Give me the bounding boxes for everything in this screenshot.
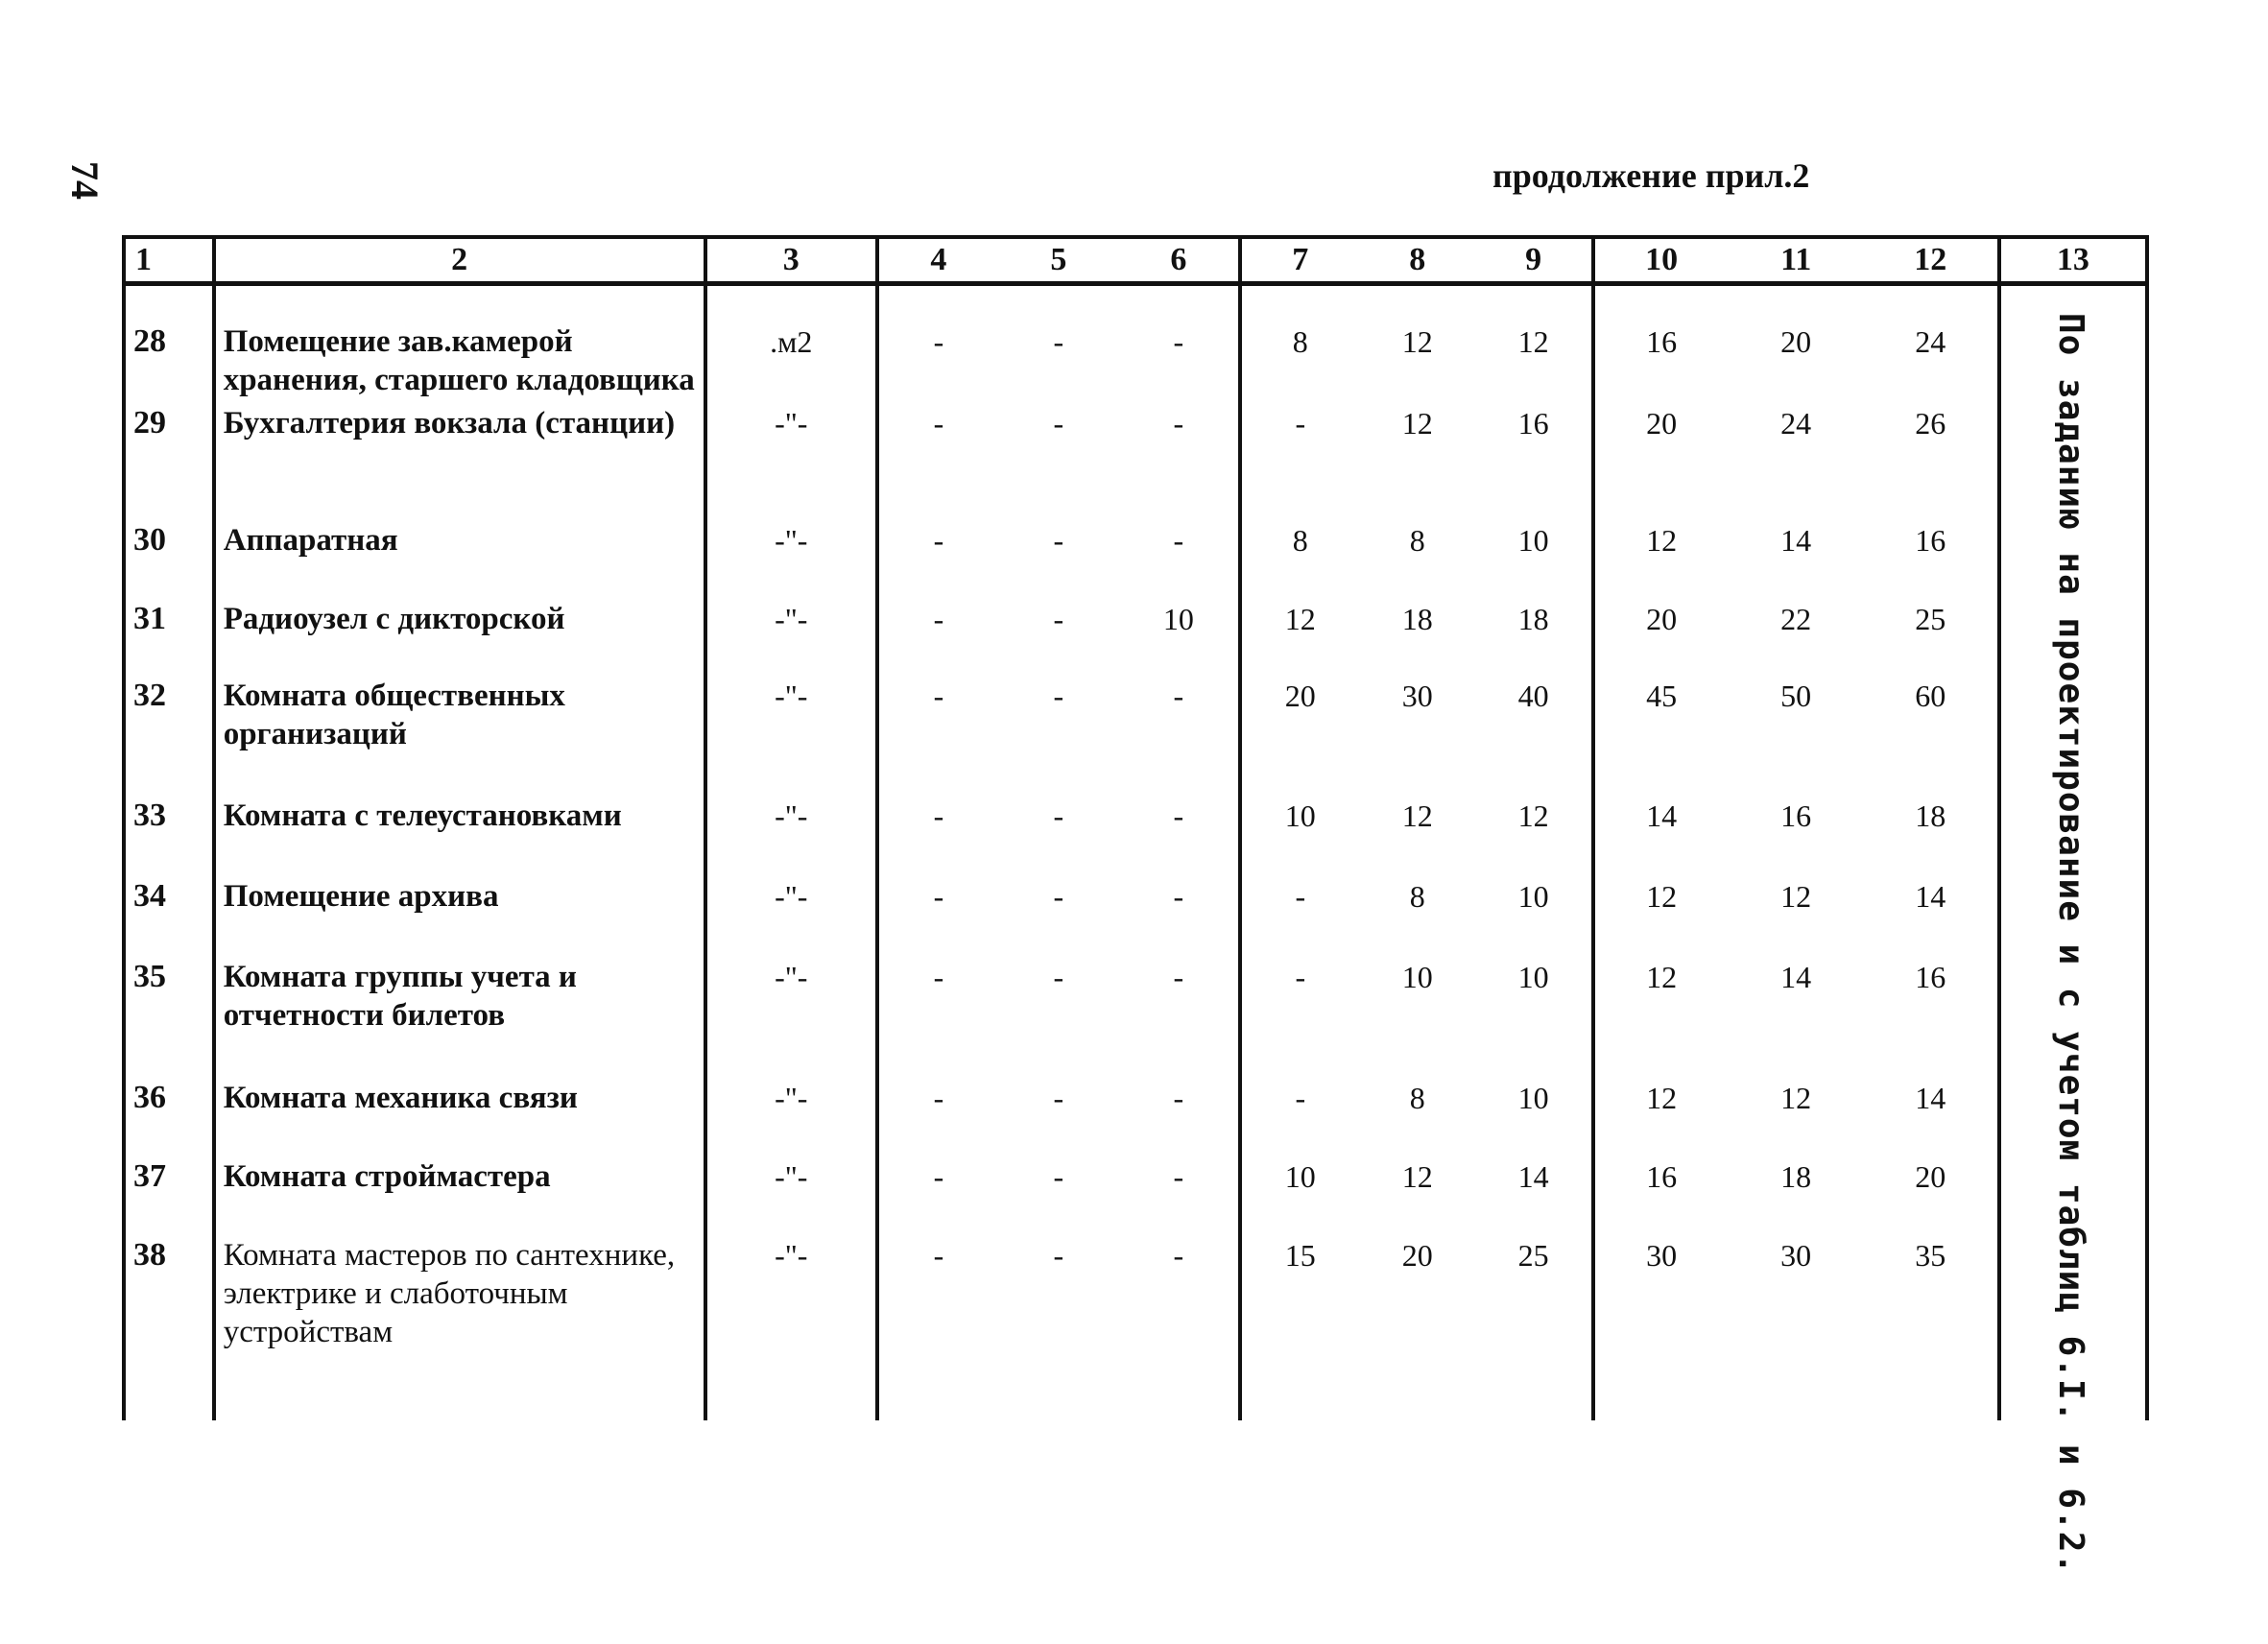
col-header-4: 4 xyxy=(877,237,998,284)
row-number: 32 xyxy=(124,677,214,797)
value-cell: 18 xyxy=(1780,1158,1812,1194)
data-table-container xyxy=(122,235,2149,1576)
row-number: 35 xyxy=(124,958,214,1079)
unit-cell: -"- xyxy=(705,1157,877,1236)
value-cell: 16 xyxy=(1864,521,1999,600)
value-cell: 8 xyxy=(1409,878,1425,914)
value-cell: - xyxy=(1053,959,1064,994)
value-cell: 24 xyxy=(1780,405,1812,441)
value-cell: - xyxy=(877,677,998,797)
value-cell: 16 xyxy=(1593,284,1729,404)
room-name: Помещение архива xyxy=(214,877,705,958)
value-cell: 25 xyxy=(1476,1236,1593,1420)
value-cell: - xyxy=(877,958,998,1079)
unit-cell: -"- xyxy=(705,1236,877,1420)
table-row xyxy=(124,521,2147,600)
value-cell: - xyxy=(1240,877,1359,958)
value-cell: - xyxy=(1053,878,1064,914)
value-cell: - xyxy=(877,1157,998,1236)
value-cell: 8 xyxy=(1240,284,1359,404)
unit-cell: -"- xyxy=(705,797,877,877)
room-name: Комната с телеустановками xyxy=(214,797,705,877)
value-cell: 26 xyxy=(1864,404,1999,521)
value-cell: 16 xyxy=(1780,798,1812,833)
value-cell: - xyxy=(1119,284,1240,404)
value-cell: 12 xyxy=(1780,878,1812,914)
value-cell: 10 xyxy=(1240,797,1359,877)
col-header-13: 13 xyxy=(1999,237,2147,284)
value-cell: 12 xyxy=(1401,324,1433,359)
row-number: 31 xyxy=(124,600,214,677)
row-number: 34 xyxy=(124,877,214,958)
row-number: 29 xyxy=(124,404,214,521)
col-header-12: 12 xyxy=(1864,237,1999,284)
value-cell: 20 xyxy=(1593,600,1729,677)
value-cell: 14 xyxy=(1476,1157,1593,1236)
value-cell: - xyxy=(1119,1157,1240,1236)
value-cell: 12 xyxy=(1476,284,1593,404)
table-row xyxy=(124,1079,2147,1157)
page-number: 74 xyxy=(63,161,107,200)
value-cell: - xyxy=(1119,1236,1240,1420)
value-cell: - xyxy=(1119,958,1240,1079)
value-cell: 30 xyxy=(1593,1236,1729,1420)
table-row xyxy=(124,958,2147,1079)
value-cell: - xyxy=(1053,324,1064,359)
value-cell: 20 xyxy=(1593,404,1729,521)
value-cell: 10 xyxy=(1476,521,1593,600)
value-cell: - xyxy=(877,877,998,958)
room-name: Комната строймастера xyxy=(214,1157,705,1236)
value-cell: 20 xyxy=(1780,324,1812,359)
value-cell: 10 xyxy=(1476,958,1593,1079)
col-header-2: 2 xyxy=(214,237,705,284)
value-cell: 12 xyxy=(1780,1080,1812,1115)
col-header-3: 3 xyxy=(705,237,877,284)
room-name: Помещение зав.камерой хранения, старшего кладовщика xyxy=(214,284,705,404)
unit-cell: -"- xyxy=(705,404,877,521)
value-cell: 10 xyxy=(1119,600,1240,677)
value-cell: 14 xyxy=(1864,1079,1999,1157)
room-name: Комната мастеров по сантехнике, электрике и слаботочным устройствам xyxy=(214,1236,705,1420)
row-number: 38 xyxy=(124,1236,214,1420)
note-cell xyxy=(1999,284,2147,1576)
value-cell: - xyxy=(1240,404,1359,521)
value-cell: - xyxy=(1240,1079,1359,1157)
room-name: Комната механика связи xyxy=(214,1079,705,1157)
value-cell: - xyxy=(877,284,998,404)
value-cell: 10 xyxy=(1476,877,1593,958)
room-name: Аппаратная xyxy=(214,521,705,600)
value-cell: - xyxy=(1053,522,1064,558)
value-cell: 8 xyxy=(1409,522,1425,558)
table-row xyxy=(124,677,2147,797)
col-header-9: 9 xyxy=(1476,237,1593,284)
room-name: Радиоузел с дикторской xyxy=(214,600,705,677)
col-header-11: 11 xyxy=(1729,237,1864,284)
value-cell: - xyxy=(877,521,998,600)
value-cell: - xyxy=(1119,1079,1240,1157)
col-header-7: 7 xyxy=(1240,237,1359,284)
value-cell: 16 xyxy=(1476,404,1593,521)
value-cell: 30 xyxy=(1780,1237,1812,1273)
value-cell: 12 xyxy=(1476,797,1593,877)
value-cell: - xyxy=(1119,521,1240,600)
value-cell: 12 xyxy=(1401,1158,1433,1194)
value-cell: 12 xyxy=(1593,1079,1729,1157)
value-cell: 8 xyxy=(1409,1080,1425,1115)
value-cell: 8 xyxy=(1240,521,1359,600)
note-text: По заданию на проектирование и с учетом таблиц 6.I. и 6.2. xyxy=(2050,313,2090,1576)
value-cell: 60 xyxy=(1864,677,1999,797)
row-number: 33 xyxy=(124,797,214,877)
value-cell: 18 xyxy=(1401,601,1433,636)
table-row xyxy=(124,404,2147,521)
value-cell: 12 xyxy=(1240,600,1359,677)
value-cell: - xyxy=(1053,405,1064,441)
value-cell: - xyxy=(1119,404,1240,521)
table-row xyxy=(124,600,2147,677)
value-cell: - xyxy=(1119,677,1240,797)
row-number: 28 xyxy=(124,284,214,404)
value-cell: - xyxy=(877,1079,998,1157)
value-cell: - xyxy=(1119,877,1240,958)
col-header-10: 10 xyxy=(1593,237,1729,284)
value-cell: 20 xyxy=(1240,677,1359,797)
table-row xyxy=(124,1157,2147,1236)
value-cell: - xyxy=(877,1236,998,1420)
unit-cell: -"- xyxy=(705,958,877,1079)
value-cell: - xyxy=(877,404,998,521)
col-header-1: 1 xyxy=(124,237,214,284)
value-cell: 14 xyxy=(1593,797,1729,877)
value-cell: 30 xyxy=(1401,678,1433,713)
value-cell: 40 xyxy=(1476,677,1593,797)
value-cell: 16 xyxy=(1593,1157,1729,1236)
value-cell: - xyxy=(1053,1237,1064,1273)
value-cell: - xyxy=(1053,1158,1064,1194)
unit-cell: .м2 xyxy=(705,284,877,404)
value-cell: 12 xyxy=(1593,958,1729,1079)
value-cell: 20 xyxy=(1401,1237,1433,1273)
value-cell: 12 xyxy=(1401,798,1433,833)
col-header-6: 6 xyxy=(1119,237,1240,284)
unit-cell: -"- xyxy=(705,600,877,677)
row-number: 37 xyxy=(124,1157,214,1236)
unit-cell: -"- xyxy=(705,677,877,797)
value-cell: - xyxy=(1053,1080,1064,1115)
row-number: 36 xyxy=(124,1079,214,1157)
row-number: 30 xyxy=(124,521,214,600)
unit-cell: -"- xyxy=(705,521,877,600)
value-cell: 12 xyxy=(1401,405,1433,441)
value-cell: - xyxy=(877,600,998,677)
value-cell: 14 xyxy=(1780,959,1812,994)
value-cell: 45 xyxy=(1593,677,1729,797)
value-cell: 18 xyxy=(1476,600,1593,677)
value-cell: 14 xyxy=(1780,522,1812,558)
value-cell: 35 xyxy=(1864,1236,1999,1420)
unit-cell: -"- xyxy=(705,1079,877,1157)
value-cell: - xyxy=(877,797,998,877)
value-cell: 12 xyxy=(1593,521,1729,600)
table-row xyxy=(124,797,2147,877)
room-name: Комната группы учета и отчетности билетов xyxy=(214,958,705,1079)
value-cell: - xyxy=(1053,601,1064,636)
col-header-8: 8 xyxy=(1359,237,1476,284)
table-row xyxy=(124,284,2147,404)
value-cell: 14 xyxy=(1864,877,1999,958)
continuation-heading: продолжение прил.2 xyxy=(1492,156,1810,195)
room-name: Комната общественных организаций xyxy=(214,677,705,797)
value-cell: - xyxy=(1240,958,1359,1079)
value-cell: 20 xyxy=(1864,1157,1999,1236)
value-cell: 25 xyxy=(1864,600,1999,677)
value-cell: - xyxy=(1119,797,1240,877)
room-name: Бухгалтерия вокзала (станции) xyxy=(214,404,705,521)
unit-cell: -"- xyxy=(705,877,877,958)
header-row xyxy=(124,237,2147,284)
value-cell: 24 xyxy=(1864,284,1999,404)
table-row xyxy=(124,1236,2147,1420)
table-row xyxy=(124,877,2147,958)
value-cell: 10 xyxy=(1240,1157,1359,1236)
value-cell: 16 xyxy=(1864,958,1999,1079)
value-cell: 18 xyxy=(1864,797,1999,877)
value-cell: - xyxy=(1053,798,1064,833)
value-cell: 15 xyxy=(1240,1236,1359,1420)
value-cell: - xyxy=(1053,678,1064,713)
col-header-5: 5 xyxy=(998,237,1119,284)
value-cell: 50 xyxy=(1780,678,1812,713)
value-cell: 10 xyxy=(1401,959,1433,994)
value-cell: 12 xyxy=(1593,877,1729,958)
value-cell: 22 xyxy=(1780,601,1812,636)
value-cell: 10 xyxy=(1476,1079,1593,1157)
data-table xyxy=(122,235,2149,1576)
